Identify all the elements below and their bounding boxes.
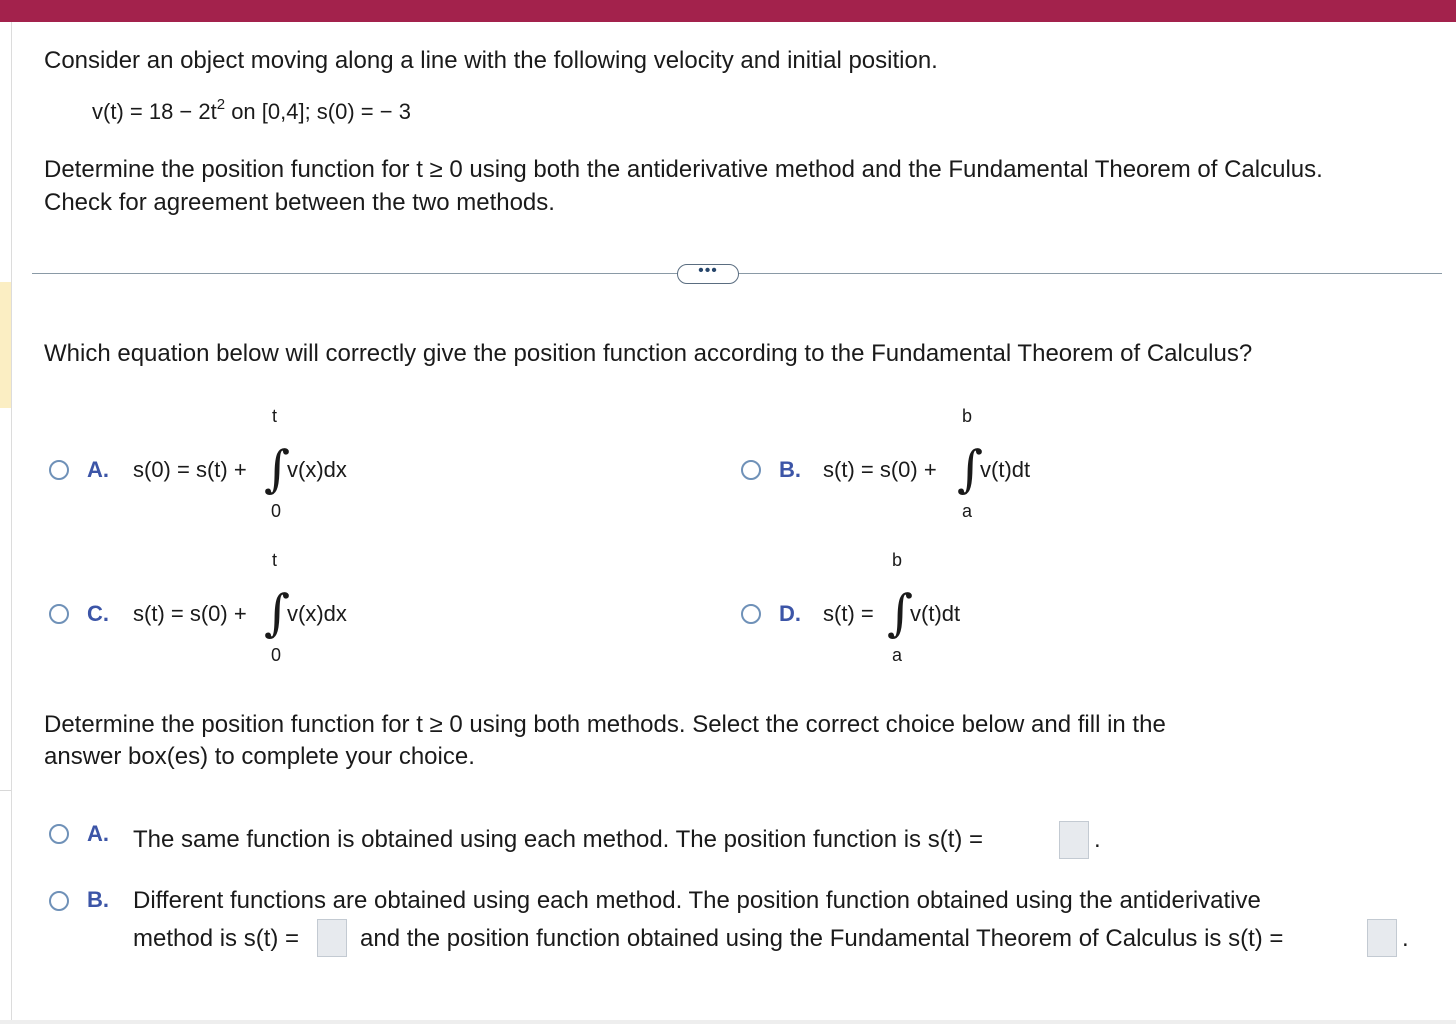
q2-option-b-line-2a: method is s(t) = (133, 925, 300, 952)
q1-option-a-letter: A. (87, 457, 109, 482)
q1-option-a-lhs: s(0) = s(t) + (133, 457, 247, 482)
q1-option-d-letter: D. (779, 601, 801, 626)
q2-option-a-answer-box[interactable] (1059, 821, 1089, 859)
equation-exponent: 2 (216, 95, 226, 113)
q1-option-b-letter: B. (779, 457, 801, 482)
q2-option-b-radio[interactable] (49, 891, 69, 911)
q1-option-d-integrand: v(t)dt (910, 601, 961, 626)
q1-option-c-integrand: v(x)dx (287, 601, 347, 626)
q1-option-b-radio[interactable] (741, 460, 761, 480)
header-bar (0, 0, 1456, 22)
q1-option-a-lower-limit: 0 (271, 501, 282, 521)
question1-prompt: Which equation below will correctly give the position function according to the Fundamental Theorem of Calculus? (44, 340, 1253, 367)
footer-band (0, 1020, 1456, 1024)
q1-option-a-upper-limit: t (272, 406, 278, 426)
q2-option-b-line-1: Different functions are obtained using each method. The position function obtained using the antiderivative (133, 887, 1261, 914)
q1-option-c-letter: C. (87, 601, 109, 626)
question2-prompt-line-2: answer box(es) to complete your choice. (44, 743, 475, 770)
q1-option-b-integrand: v(t)dt (980, 457, 1031, 482)
q2-option-b-letter: B. (87, 887, 109, 912)
equation-post: on [0,4]; s(0) = − 3 (225, 99, 411, 124)
q1-option-a-integral-sign: ∫ (264, 440, 291, 498)
q1-option-c-radio[interactable] (49, 604, 69, 624)
given-equation (92, 95, 411, 128)
q1-option-d-lhs: s(t) = (823, 601, 874, 626)
q1-option-d-upper-limit: b (892, 550, 903, 570)
q1-option-b-upper-limit: b (962, 406, 973, 426)
q2-option-a-period: . (1094, 826, 1101, 853)
left-border (11, 22, 12, 1022)
q2-option-a-letter: A. (87, 821, 109, 846)
q2-option-a-text: The same function is obtained using each method. The position function is s(t) = (133, 826, 984, 853)
q1-option-d-radio[interactable] (741, 604, 761, 624)
q1-option-b-integral-sign: ∫ (957, 440, 984, 498)
q1-option-c-lower-limit: 0 (271, 645, 282, 665)
question2-prompt-line-1: Determine the position function for t ≥ 0 using both methods. Select the correct choice below and fill in the (44, 711, 1166, 738)
current-part-marker (0, 282, 11, 408)
instructions-line-2: Check for agreement between the two methods. (44, 189, 555, 216)
q1-option-d-integral-sign: ∫ (887, 584, 914, 642)
q2-option-b-line-2b: and the position function obtained using the Fundamental Theorem of Calculus is s(t) = (360, 925, 1284, 952)
q1-option-d-lower-limit: a (892, 645, 903, 665)
expand-more-button[interactable]: ••• (677, 264, 739, 284)
q1-option-b-lower-limit: a (962, 501, 973, 521)
q1-option-c-lhs: s(t) = s(0) + (133, 601, 247, 626)
q2-option-b-period: . (1402, 925, 1409, 952)
q1-option-c-integral-sign: ∫ (264, 584, 291, 642)
q1-option-a-integrand: v(x)dx (287, 457, 347, 482)
q2-option-b-ftc-answer-box[interactable] (1367, 919, 1397, 957)
instructions-line-1: Determine the position function for t ≥ 0 using both the antiderivative method and the Fundamental Theorem of Calculus. (44, 156, 1323, 183)
q1-option-b-lhs: s(t) = s(0) + (823, 457, 937, 482)
equation-pre: v(t) = 18 − 2t (92, 99, 217, 124)
q1-option-c-upper-limit: t (272, 550, 278, 570)
problem-intro: Consider an object moving along a line with the following velocity and initial position. (44, 47, 938, 74)
q2-option-a-radio[interactable] (49, 824, 69, 844)
part-separator-tick (0, 790, 11, 791)
q2-option-b-antiderivative-answer-box[interactable] (317, 919, 347, 957)
q1-option-a-radio[interactable] (49, 460, 69, 480)
